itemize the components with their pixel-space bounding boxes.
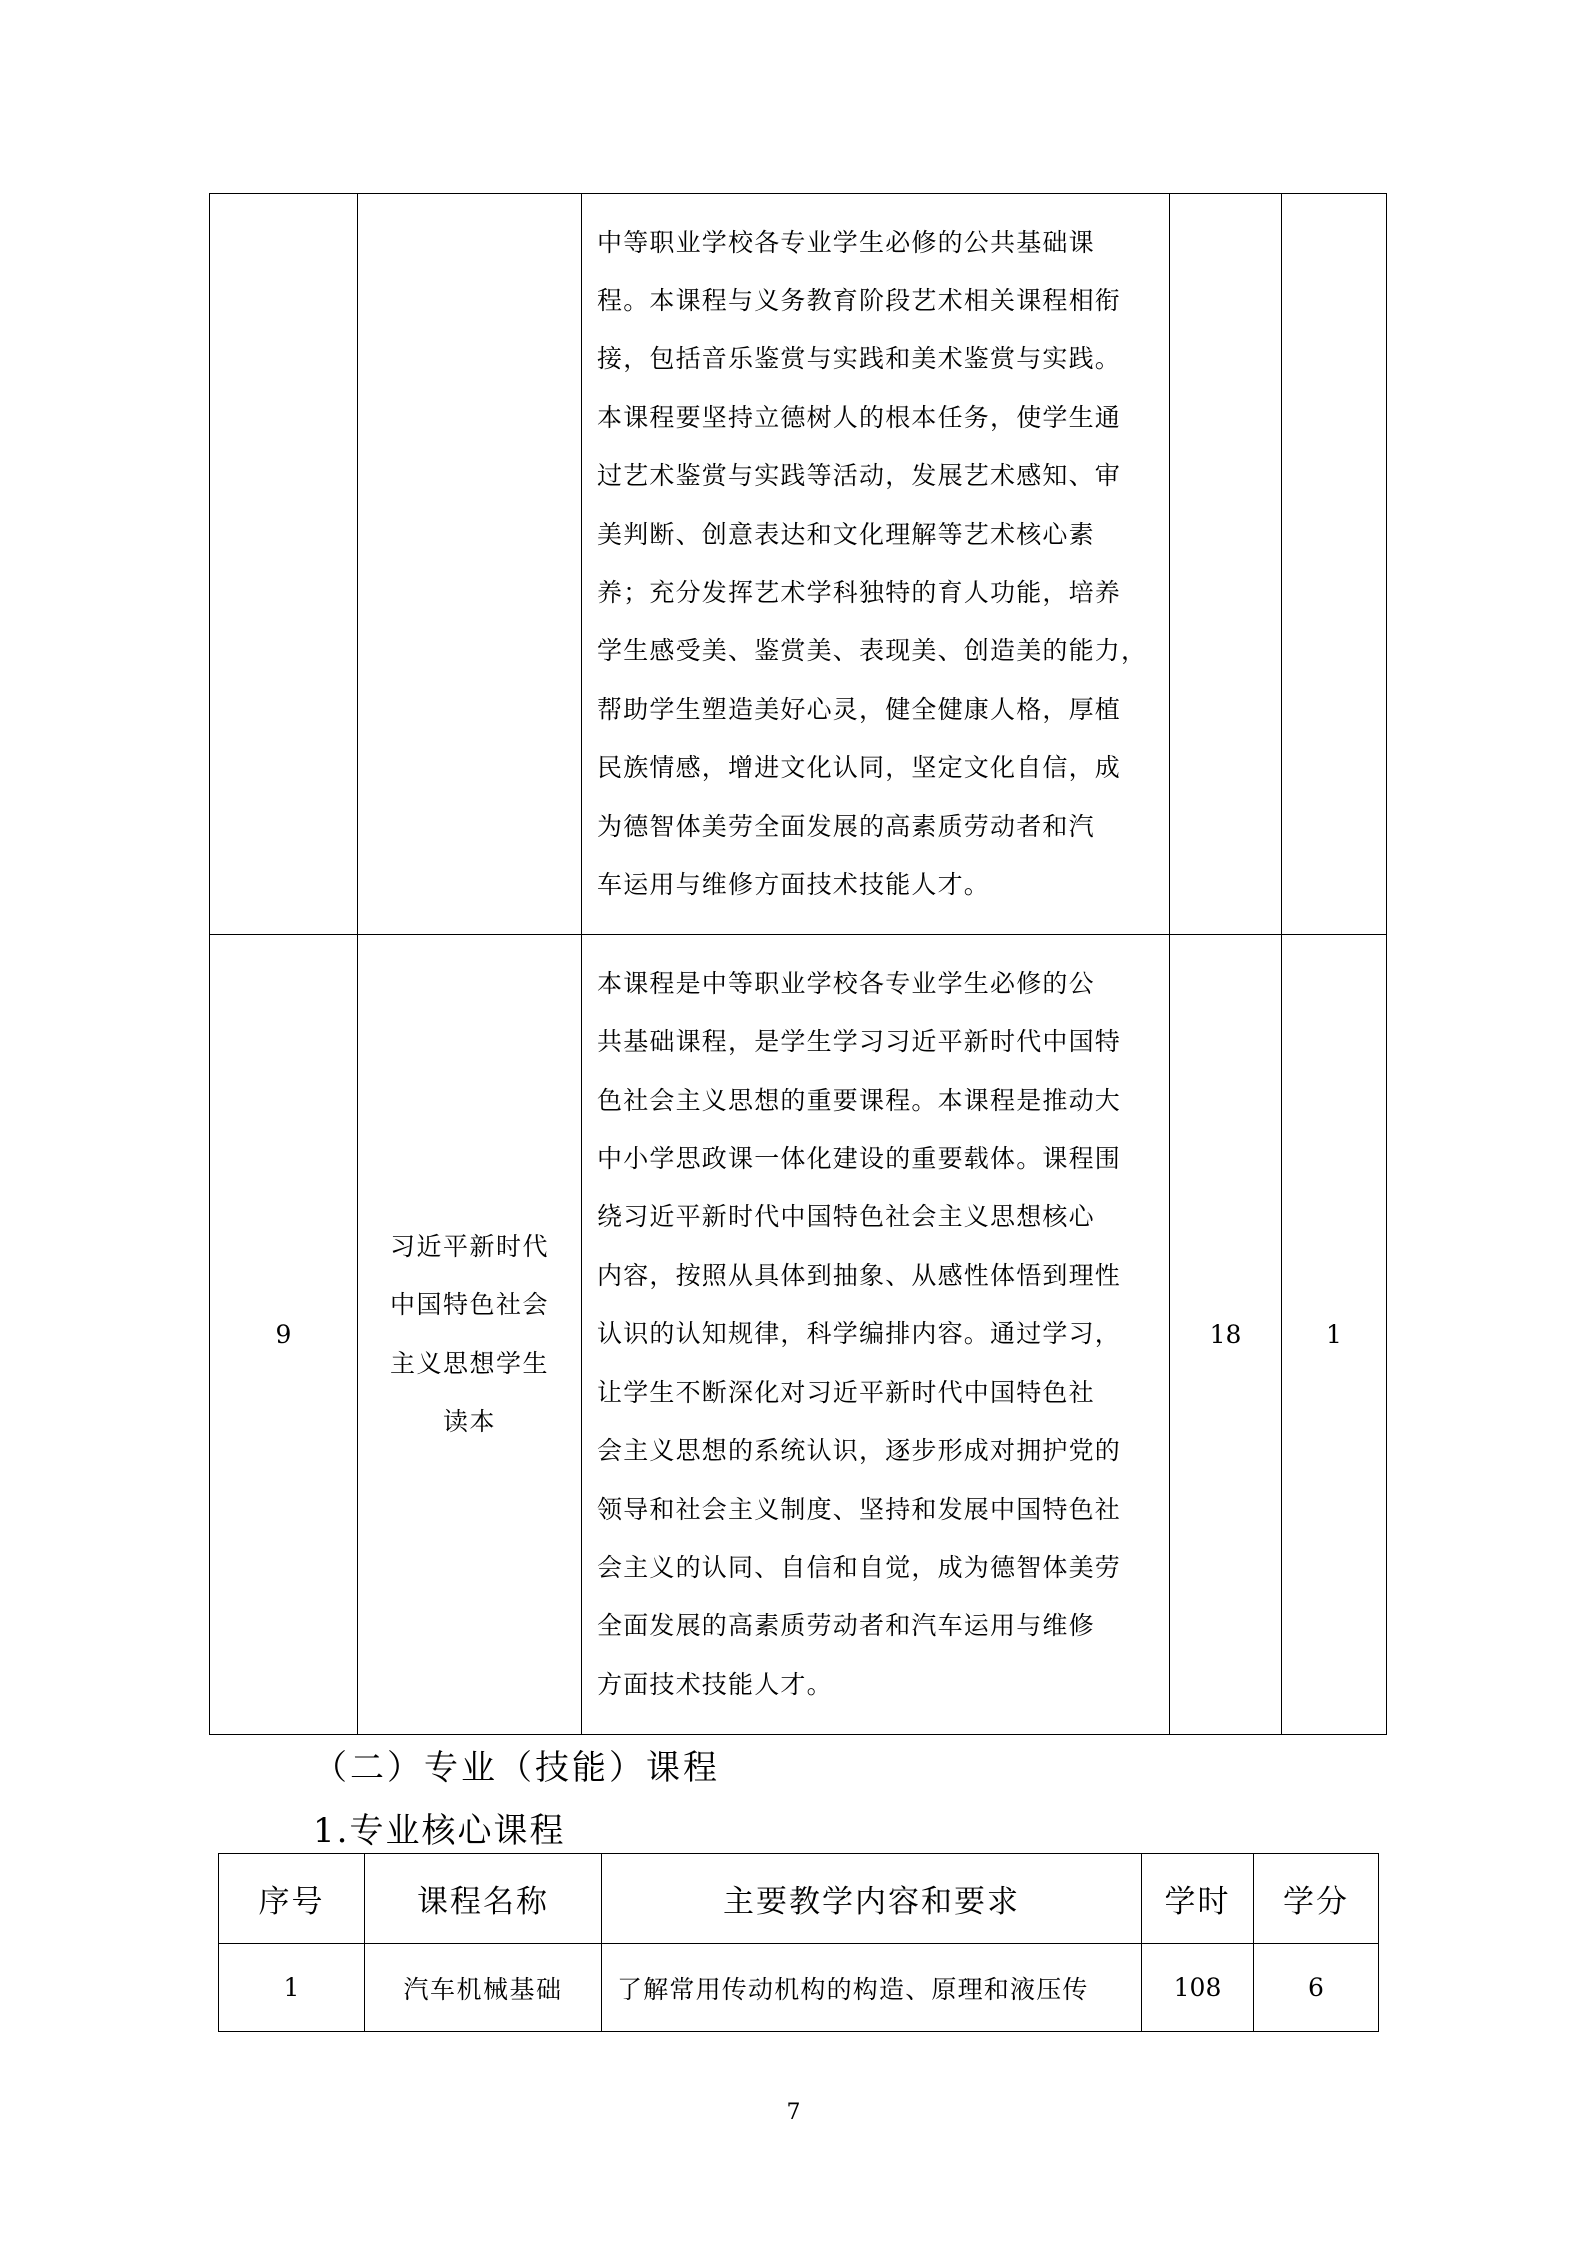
description-line: 内容，按照从具体到抽象、从感性体悟到理性 — [597, 1260, 1122, 1290]
description-line: 绕习近平新时代中国特色社会主义思想核心 — [597, 1202, 1095, 1232]
header-number: 序号 — [219, 1854, 365, 1944]
course-description — [582, 214, 1169, 915]
description-line: 方面技术技能人才。 — [597, 1669, 833, 1699]
course-credits: 6 — [1254, 1944, 1379, 2032]
table-row-9 — [210, 935, 1387, 1735]
header-credits: 学分 — [1254, 1854, 1379, 1944]
description-line: 本课程是中等职业学校各专业学生必修的公 — [597, 968, 1095, 998]
description-line: 中等职业学校各专业学生必修的公共基础课 — [597, 227, 1095, 257]
description-line: 接，包括音乐鉴赏与实践和美术鉴赏与实践。 — [597, 344, 1122, 374]
course-number: 1 — [219, 1944, 365, 2032]
course-name — [358, 935, 582, 1735]
header-hours: 学时 — [1142, 1854, 1254, 1944]
description-line: 会主义思想的系统认识，逐步形成对拥护党的 — [597, 1436, 1122, 1466]
description-line: 为德智体美劳全面发展的高素质劳动者和汽 — [597, 811, 1095, 841]
course-description — [582, 955, 1169, 1714]
description-line: 美判断、创意表达和文化理解等艺术核心素 — [597, 519, 1095, 549]
description-line: 学生感受美、鉴赏美、表现美、创造美的能力， — [597, 636, 1148, 666]
course-hours: 108 — [1142, 1944, 1254, 2032]
description-line: 会主义的认同、自信和自觉，成为德智体美劳 — [597, 1552, 1122, 1582]
description-line: 程。本课程与义务教育阶段艺术相关课程相衔 — [597, 285, 1122, 315]
course-name-line: 主义思想学生 — [389, 1348, 549, 1378]
description-cell — [582, 194, 1170, 935]
description-line: 帮助学生塑造美好心灵，健全健康人格，厚植 — [597, 694, 1122, 724]
course-description: 了解常用传动机构的构造、原理和液压传 — [602, 1944, 1142, 2032]
description-line: 领导和社会主义制度、坚持和发展中国特色社 — [597, 1494, 1122, 1524]
description-line: 全面发展的高素质劳动者和汽车运用与维修 — [597, 1611, 1095, 1641]
description-line: 中小学思政课一体化建设的重要载体。课程围 — [597, 1144, 1122, 1174]
course-hours: 18 — [1170, 935, 1282, 1735]
description-cell — [582, 935, 1170, 1735]
table-header-row — [219, 1854, 1379, 1944]
table-row-continued — [210, 194, 1387, 935]
name-cell-empty — [358, 194, 582, 935]
course-name-line: 中国特色社会 — [389, 1290, 549, 1320]
public-course-table-continued — [209, 193, 1387, 1735]
description-line: 民族情感，增进文化认同，坚定文化自信，成 — [597, 753, 1122, 783]
description-line: 共基础课程，是学生学习习近平新时代中国特 — [597, 1027, 1122, 1057]
description-line: 让学生不断深化对习近平新时代中国特色社 — [597, 1377, 1095, 1407]
description-line: 本课程要坚持立德树人的根本任务，使学生通 — [597, 402, 1122, 432]
description-line: 过艺术鉴赏与实践等活动，发展艺术感知、审 — [597, 461, 1122, 491]
course-name-line: 习近平新时代 — [389, 1231, 549, 1261]
course-name-line: 读本 — [442, 1406, 496, 1436]
description-line: 养；充分发挥艺术学科独特的育人功能，培养 — [597, 578, 1122, 607]
header-content: 主要教学内容和要求 — [602, 1854, 1142, 1944]
description-line: 车运用与维修方面技术技能人才。 — [597, 870, 991, 900]
subsection-heading: 1.专业核心课程 — [313, 1811, 566, 1851]
core-course-table — [218, 1853, 1379, 2032]
table-row — [219, 1944, 1379, 2032]
hours-cell-empty — [1170, 194, 1282, 935]
course-credits: 1 — [1282, 935, 1387, 1735]
header-name: 课程名称 — [365, 1854, 602, 1944]
page-number: 7 — [786, 2100, 801, 2125]
description-line: 色社会主义思想的重要课程。本课程是推动大 — [597, 1085, 1122, 1115]
description-line: 认识的认知规律，科学编排内容。通过学习， — [597, 1319, 1122, 1349]
course-number: 9 — [210, 935, 358, 1735]
credits-cell-empty — [1282, 194, 1387, 935]
course-name: 汽车机械基础 — [365, 1944, 602, 2032]
number-cell-empty — [210, 194, 358, 935]
section-heading: （二）专业（技能）课程 — [313, 1748, 720, 1788]
